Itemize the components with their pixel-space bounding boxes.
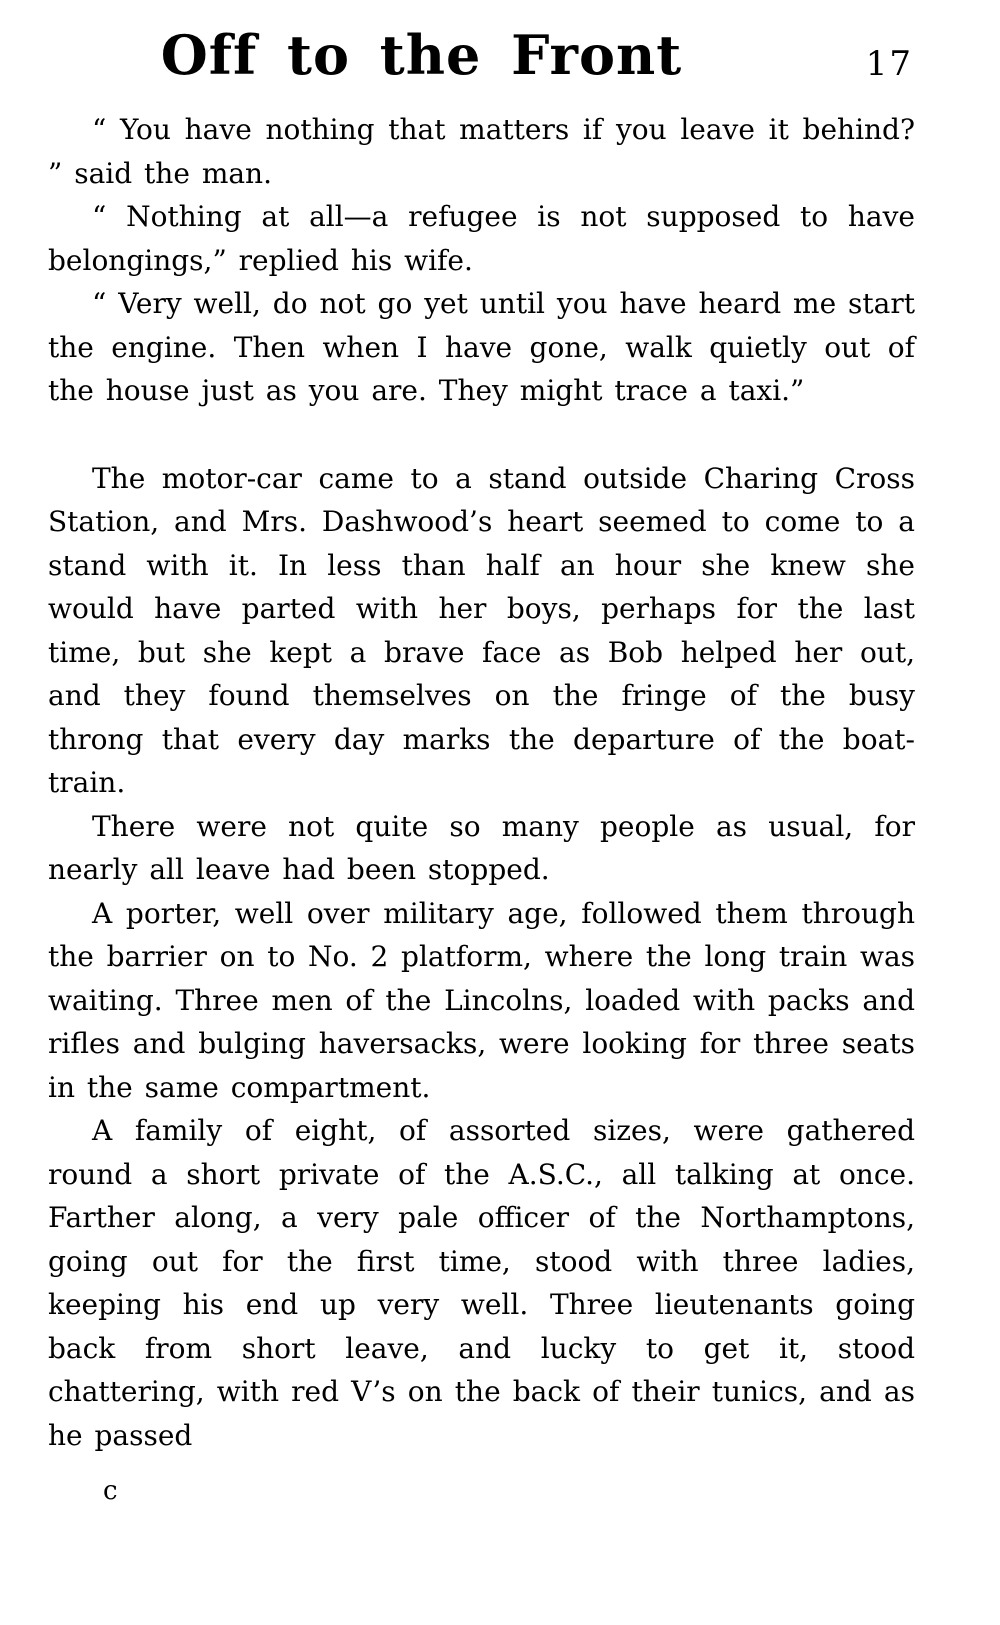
paragraph-dialogue-1: “ You have nothing that matters if you leave it behind? ” said the man. — [48, 113, 915, 190]
paragraph-porter: A porter, well over military age, followed them through the barrier on to No. 2 platform, where the long train was waiting. Three men of the Lincolns, loaded with packs and rifles and bulging haversacks, were looking for three seats in the same compartment. — [48, 896, 915, 1104]
paragraph-dialogue-3: “ Very well, do not go yet until you have heard me start the engine. Then when I have gone, walk quietly out of the house just as you are. They might trace a taxi.” — [48, 287, 915, 407]
paragraph-motorcar: The motor-car came to a stand outside Charing Cross Station, and Mrs. Dashwood’s heart seemed to come to a stand with it. In less than half an hour she knew she would have parted with her boys, perhaps for the last time, but she kept a brave face as Bob helped her out, and they found themselves on the fringe of the busy throng that every day marks the departure of the boat-train. — [48, 461, 915, 799]
page-body — [48, 108, 915, 1457]
paragraph-dialogue-2: “ Nothing at all—a refugee is not supposed to have belongings,” replied his wife. — [48, 200, 915, 277]
paragraph-people: There were not quite so many people as usual, for nearly all leave had been stopped. — [48, 809, 915, 886]
page-header — [48, 0, 915, 87]
signature-mark: c — [103, 1476, 118, 1506]
page-number: 17 — [865, 44, 913, 84]
chapter-title: Off to the Front — [160, 23, 683, 87]
paragraph-family: A family of eight, of assorted sizes, were gathered round a short private of the A.S.C., all talking at once. Farther along, a very pale officer of the Northamptons, going out for the first time, stood with three ladies, keeping his end up very well. Three lieutenants going back from short leave, and lucky to get it, stood chattering, with red V’s on the back of their tunics, and as he passed — [48, 1114, 915, 1452]
